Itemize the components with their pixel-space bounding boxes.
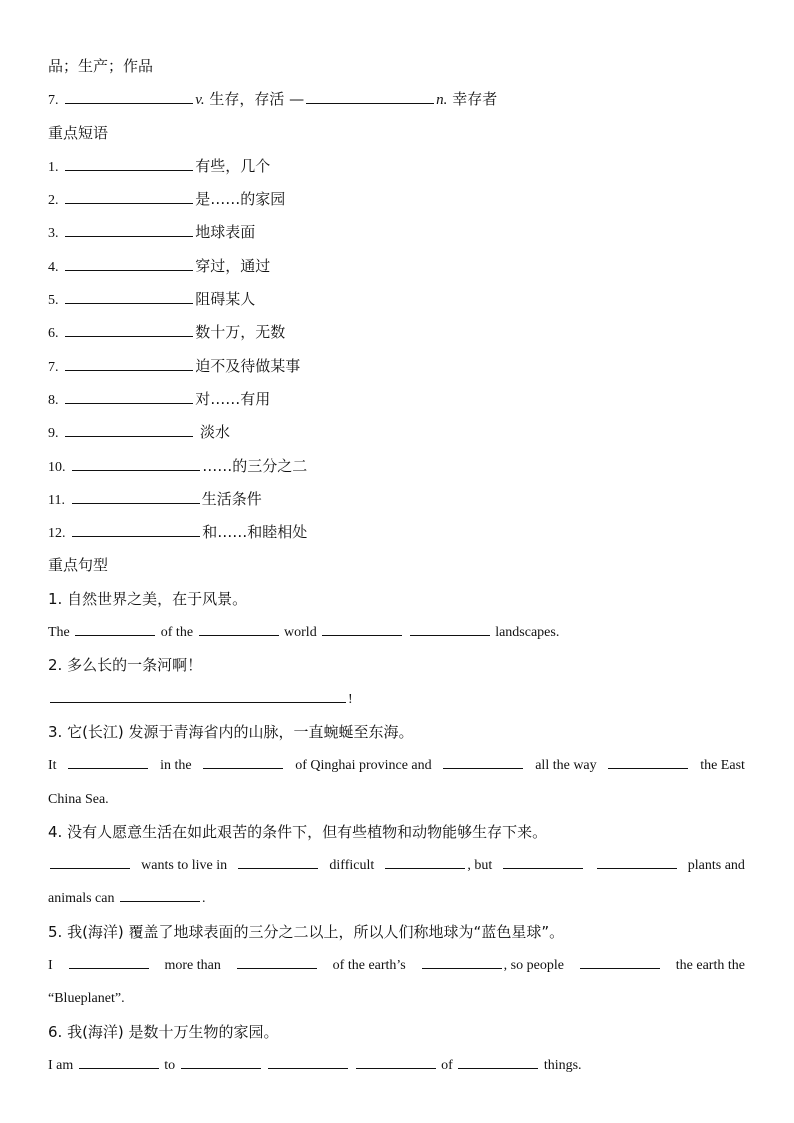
answer-blank[interactable]	[268, 1054, 348, 1069]
phrase-blank[interactable]	[65, 156, 193, 171]
vocab-blank-1[interactable]	[65, 89, 193, 104]
answer-blank[interactable]	[458, 1054, 538, 1069]
answer-blank[interactable]	[597, 854, 677, 869]
sentence-word: to	[164, 1057, 176, 1073]
sentence-word: I am	[48, 1057, 74, 1073]
answer-blank[interactable]	[75, 621, 155, 636]
vocab-meaning-2: 幸存者	[452, 90, 498, 109]
phrase-blank[interactable]	[65, 322, 193, 337]
sentence-word: landscapes.	[495, 625, 560, 641]
phrase-blank[interactable]	[65, 289, 193, 304]
sentence-word: difficult	[329, 858, 375, 874]
top-line: 品；生产；作品	[48, 57, 154, 75]
phrase-blank[interactable]	[65, 256, 193, 271]
sentence-word: things.	[543, 1057, 582, 1073]
answer-blank[interactable]	[410, 621, 490, 636]
phrase-number: 2.	[48, 193, 59, 209]
answer-blank[interactable]	[443, 754, 523, 769]
answer-blank[interactable]	[580, 954, 660, 969]
phrase-number: 5.	[48, 293, 59, 309]
phrase-meaning: 淡水	[195, 423, 231, 442]
phrase-meaning: 阻碍某人	[195, 290, 256, 309]
phrase-item	[48, 383, 748, 416]
sentence-word: of the	[160, 625, 194, 641]
sentence-6-answer	[48, 1049, 748, 1082]
phrase-number: 7.	[48, 359, 59, 375]
phrase-meaning: 有些，几个	[195, 156, 271, 175]
sentence-word: plants and	[687, 858, 745, 874]
sentences-heading: 重点句型	[48, 556, 109, 575]
phrase-item	[48, 183, 748, 216]
phrase-number: 1.	[48, 159, 59, 175]
sentence-3-prompt: 3. 它(长江) 发源于青海省内的山脉，一直蜿蜒至东海。	[48, 722, 414, 741]
phrase-meaning: 是……的家园	[195, 190, 286, 209]
sentence-word: wants to live in	[141, 858, 228, 874]
answer-blank[interactable]	[50, 688, 346, 703]
phrase-item	[48, 483, 748, 516]
answer-blank[interactable]	[120, 887, 200, 902]
phrase-number: 6.	[48, 326, 59, 342]
phrase-meaning: 生活条件	[201, 489, 262, 508]
sentence-3-continued: China Sea.	[48, 791, 109, 807]
phrase-meaning: ……的三分之二	[202, 456, 308, 475]
sentence-word: of the earth’s	[332, 958, 406, 974]
answer-blank[interactable]	[356, 1054, 436, 1069]
sentence-4-continued	[48, 882, 748, 915]
vocab-dash: —	[289, 90, 305, 109]
answer-blank[interactable]	[199, 621, 279, 636]
answer-blank[interactable]	[422, 954, 502, 969]
sentence-2-answer	[48, 683, 748, 716]
sentence-word: in the	[160, 758, 192, 774]
answer-blank[interactable]	[238, 854, 318, 869]
sentence-word: .	[201, 891, 206, 907]
sentence-2-prompt: 2. 多么长的一条河啊！	[48, 656, 203, 675]
sentence-5-continued: “Blueplanet”.	[48, 991, 125, 1007]
phrase-blank[interactable]	[65, 389, 193, 404]
answer-blank[interactable]	[237, 954, 317, 969]
phrase-blank[interactable]	[65, 356, 193, 371]
phrase-number: 11.	[48, 492, 65, 508]
answer-blank[interactable]	[608, 754, 688, 769]
vocab-meaning-1: 生存，存活	[209, 90, 285, 109]
phrase-item	[48, 350, 748, 383]
answer-blank[interactable]	[50, 854, 130, 869]
sentence-word: I	[48, 958, 53, 974]
sentence-word: world	[284, 625, 317, 641]
sentence-word: of Qinghai province and	[295, 758, 432, 774]
phrase-item	[48, 450, 748, 483]
sentence-word: , so people	[503, 958, 564, 974]
vocab-pos-noun: n.	[436, 92, 448, 109]
answer-blank[interactable]	[68, 754, 148, 769]
sentence-word: the East	[700, 758, 745, 774]
sentence-6-prompt: 6. 我(海洋) 是数十万生物的家园。	[48, 1022, 279, 1041]
phrase-blank[interactable]	[65, 422, 193, 437]
answer-blank[interactable]	[79, 1054, 159, 1069]
sentence-1-answer	[48, 616, 748, 649]
sentence-word: all the way	[535, 758, 597, 774]
answer-blank[interactable]	[385, 854, 465, 869]
sentence-4-answer	[48, 849, 748, 882]
phrase-meaning: 对……有用	[195, 389, 271, 408]
phrase-number: 3.	[48, 226, 59, 242]
answer-blank[interactable]	[503, 854, 583, 869]
phrase-number: 10.	[48, 459, 66, 475]
phrase-item	[48, 216, 748, 249]
sentence-word: It	[48, 758, 57, 774]
sentence-word: more than	[164, 958, 221, 974]
phrase-blank[interactable]	[72, 489, 200, 504]
sentence-5-answer	[48, 949, 748, 982]
sentence-word: , but	[467, 858, 493, 874]
answer-blank[interactable]	[203, 754, 283, 769]
vocab-pos-verb: v.	[195, 92, 205, 109]
sentence-word: of	[441, 1057, 453, 1073]
phrase-number: 12.	[48, 526, 66, 542]
phrase-blank[interactable]	[72, 456, 200, 471]
worksheet-page	[48, 50, 748, 1082]
phrase-item	[48, 250, 748, 283]
phrase-item	[48, 283, 748, 316]
phrase-meaning: 和……和睦相处	[202, 523, 308, 542]
vocab-item-7	[48, 83, 748, 116]
phrase-blank[interactable]	[65, 222, 193, 237]
phrase-meaning: 穿过，通过	[195, 256, 271, 275]
vocab-number: 7.	[48, 93, 59, 109]
phrase-blank[interactable]	[72, 522, 200, 537]
sentence-3-answer	[48, 749, 748, 782]
sentence-word: !	[348, 691, 353, 707]
phrase-number: 9.	[48, 426, 59, 442]
sentence-word: The	[48, 625, 70, 641]
phrase-item	[48, 516, 748, 549]
phrase-list	[48, 150, 748, 550]
phrase-number: 8.	[48, 392, 59, 408]
phrase-meaning: 迫不及待做某事	[195, 356, 301, 375]
phrase-item	[48, 316, 748, 349]
phrase-item	[48, 150, 748, 183]
sentence-word: the earth the	[675, 958, 745, 974]
phrase-meaning: 地球表面	[195, 223, 256, 242]
answer-blank[interactable]	[322, 621, 402, 636]
phrases-heading: 重点短语	[48, 123, 109, 142]
phrase-meaning: 数十万，无数	[195, 323, 286, 342]
sentence-4-prompt: 4. 没有人愿意生活在如此艰苦的条件下，但有些植物和动物能够生存下来。	[48, 822, 548, 841]
answer-blank[interactable]	[181, 1054, 261, 1069]
answer-blank[interactable]	[69, 954, 149, 969]
sentence-word: animals can	[48, 891, 115, 907]
sentence-5-prompt: 5. 我(海洋) 覆盖了地球表面的三分之二以上，所以人们称地球为“蓝色星球”。	[48, 922, 565, 941]
sentence-1-prompt: 1. 自然世界之美，在于风景。	[48, 589, 248, 608]
phrase-blank[interactable]	[65, 189, 193, 204]
vocab-blank-2[interactable]	[306, 89, 434, 104]
phrase-item	[48, 416, 748, 449]
phrase-number: 4.	[48, 259, 59, 275]
